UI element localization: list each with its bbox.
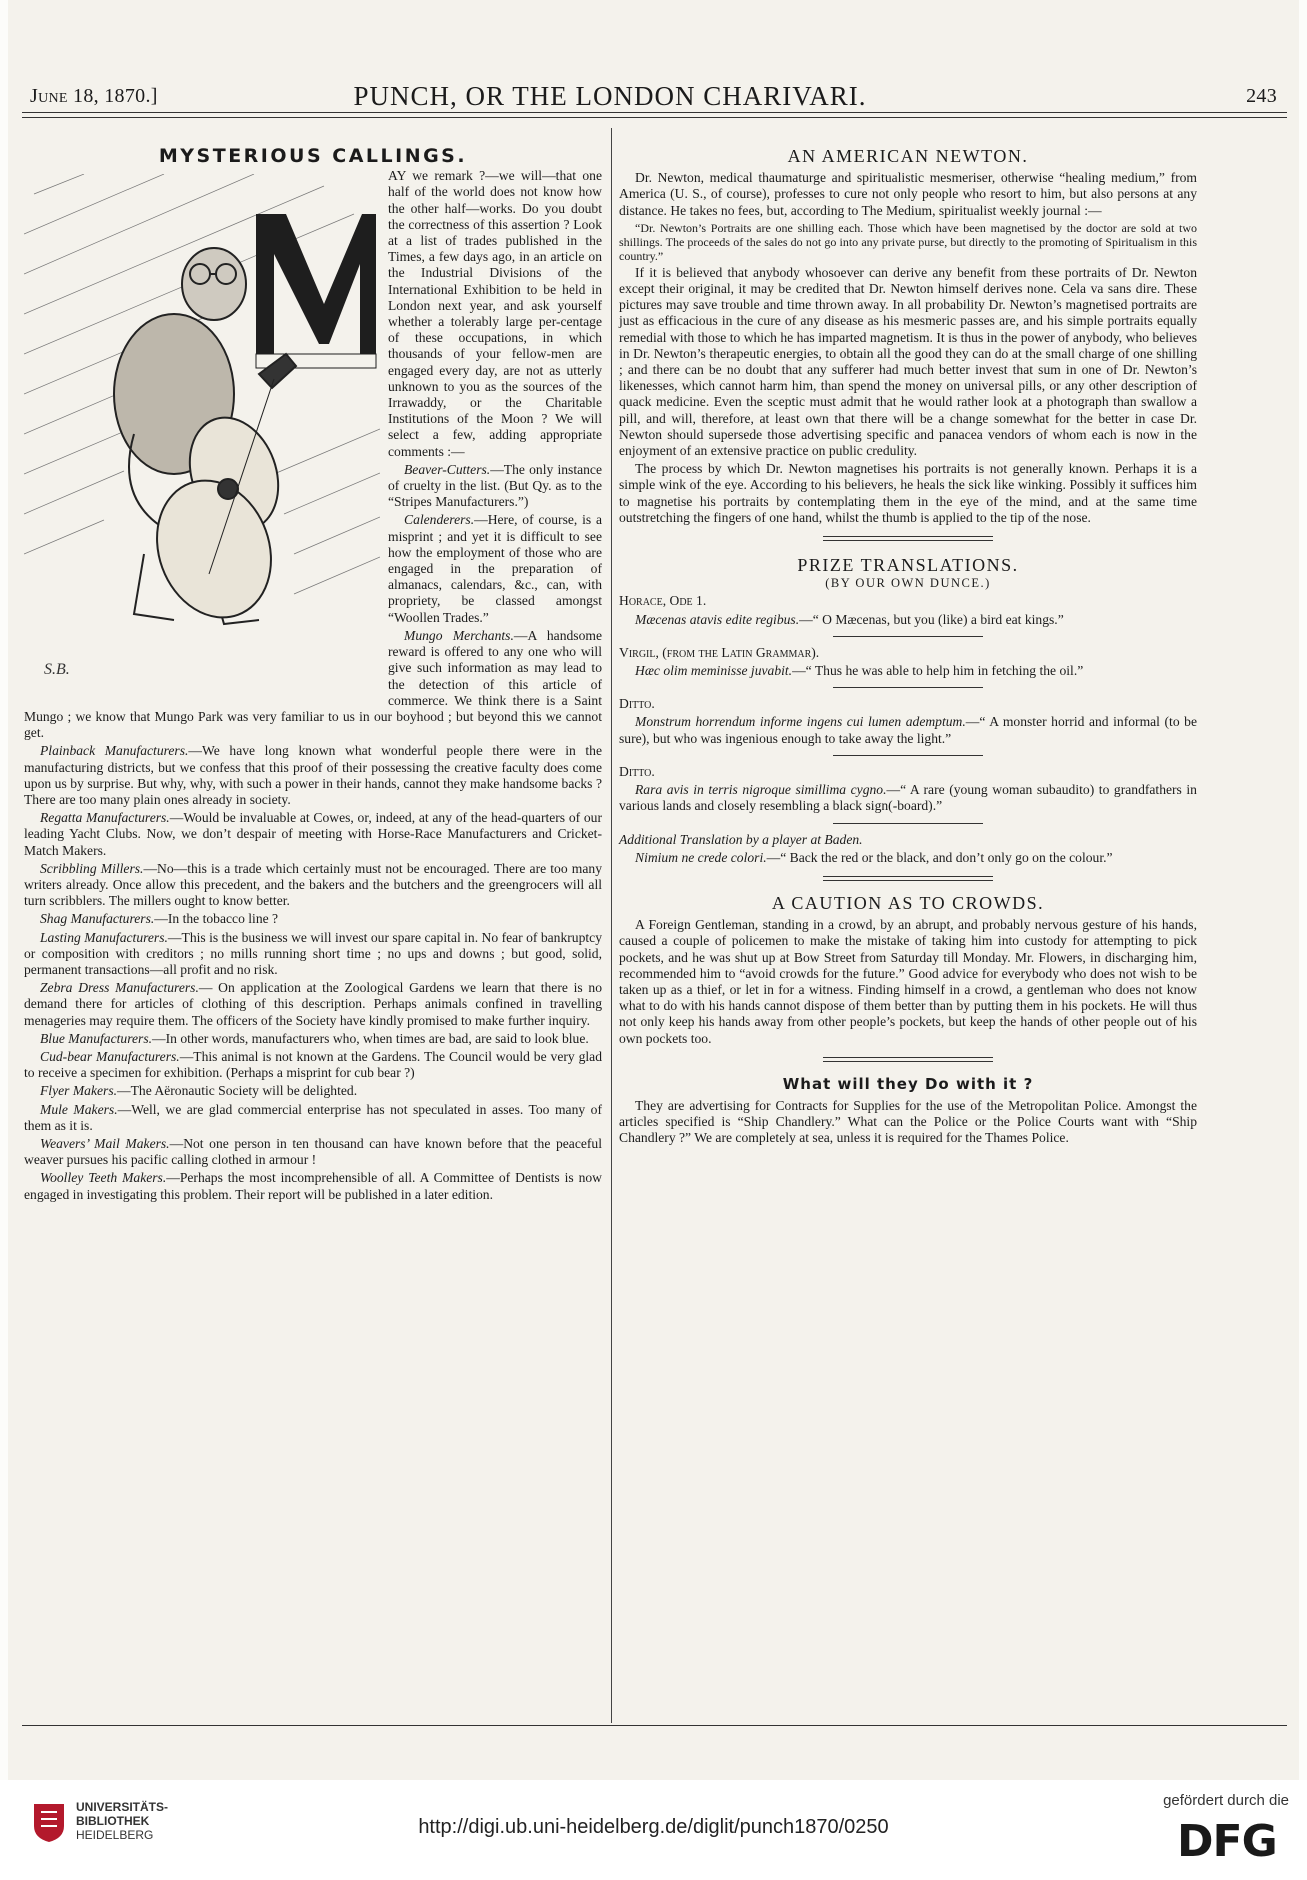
calling-term: Regatta Manufacturers. <box>40 810 170 826</box>
newton-advert-quote: “Dr. Newton’s Portraits are one shilling each. Those which have been magnetised by the doctor are sold at two shillings. The proceeds of the sales do not go into any private purse, but directly to the promoting of Spiritualism in this country.” <box>619 220 1197 263</box>
calling-entry <box>24 930 602 979</box>
digitization-footer <box>0 1780 1307 1880</box>
calling-comment: —In the tobacco line ? <box>154 911 279 927</box>
translation-source: Virgil, (from the Latin Grammar). <box>619 644 820 660</box>
masthead-title: PUNCH, OR THE LONDON CHARIVARI. <box>353 81 867 111</box>
translation-entry <box>619 612 1197 628</box>
newton-paragraph-2: If it is believed that anybody whosoever can derive any benefit from these portraits of Dr. Newton except their original, it may be credited that Dr. Newton himself derives none. Cela va sans dire. These pictures may save trouble and time thrown away. In all probability Dr. Newton’s magnetised portraits are just as efficacious in the cure of any disease as his mesmeric passes are, and his simple portraits equally remedial with those to which he has imparted magnetism. It is thus in the power of anybody, who believes in Dr. Newton’s therapeutic energies, to obtain all the good they can do at the small charge of one shilling ; and there can be no doubt that any sufferer had much better invest that sum in one of Dr. Newton’s likenesses, which cannot harm him, than spend the money on universal pills, or any other description of quack medicine. Even the sceptic must admit that he would rather look at a photograph than swallow a pill, and will, therefore, at least own that there will be a change somewhat for the better in case Dr. Newton should supersede those advertising specific and panacea vendors of whom each is now in the enjoyment of an extensive practice on public credulity. <box>619 264 1197 459</box>
mock-translation: —“ Thus he was able to help him in fetching the oil.” <box>792 663 1084 679</box>
translation-source: Ditto. <box>619 763 655 779</box>
translation-source: Horace, Ode 1. <box>619 593 707 609</box>
calling-entry <box>24 1102 602 1134</box>
latin-phrase: Monstrum horrendum informe ingens cui lumen ademptum. <box>635 714 966 730</box>
calling-entry <box>24 1049 602 1081</box>
calling-comment: — On application at the Zoological Gardens we learn that there is no demand there for articles of clothing of this description. Perhaps animals confined in travelling menageries may require them. The officers of the Society have kindly promised to make further inquiry. <box>24 980 602 1028</box>
calling-comment: —No—this is a trade which certainly must not be encouraged. There are too many writers already. Once allow this precedent, and the bakers and the butchers and the greengrocers will all turn scribblers. The millers ought to know better. <box>24 860 602 909</box>
page-bottom-rule <box>22 1725 1287 1726</box>
calling-comment: —Not one person in ten thousand can have known before that the peaceful weaver pursues his pacific calling clothed in armour ! <box>24 1135 602 1168</box>
translations-list <box>619 593 1197 865</box>
item-separator <box>833 636 983 637</box>
translation-entry <box>619 782 1197 814</box>
calling-entry <box>24 1136 602 1168</box>
translation-source: Additional Translation by a player at Baden. <box>619 831 863 847</box>
article-heading-caution-crowds: A CAUTION AS TO CROWDS. <box>771 892 1045 913</box>
calling-term: Beaver-Cutters. <box>404 461 491 477</box>
calling-term: Mungo Merchants. <box>404 627 514 643</box>
dfg-wordmark: DFG <box>1177 1816 1277 1862</box>
translation-source: Ditto. <box>619 696 655 712</box>
item-separator <box>833 755 983 756</box>
letter-m-initial <box>256 214 376 368</box>
calling-term: Flyer Makers. <box>40 1083 118 1099</box>
item-separator <box>833 687 983 688</box>
calling-term: Mule Makers. <box>40 1101 118 1117</box>
item-separator <box>833 823 983 824</box>
page-number: 243 <box>1246 85 1277 107</box>
calling-comment: —A handsome reward is offered to any one who will give such information as may lead to the detection of this article of commerce. We think there is a Saint Mungo ; we know that Mungo Park was very familiar to us in our boyhood ; but beyond this we cannot get. <box>24 627 602 741</box>
column-divider <box>611 128 612 1723</box>
header-rule-top <box>22 112 1287 113</box>
calling-comment: —Perhaps the most incomprehensible of all. A Committee of Dentists is now engaged in investigating this problem. Their report will be published in a later edition. <box>24 1170 602 1202</box>
calling-entry <box>24 810 602 859</box>
issue-date: June 18, 1870.] <box>30 85 158 107</box>
latin-phrase: Nimium ne crede colori. <box>635 849 767 865</box>
calling-term: Woolley Teeth Makers. <box>40 1170 167 1186</box>
calling-entry <box>24 743 602 808</box>
section-separator <box>823 1057 993 1062</box>
prize-translations-byline: (BY OUR OWN DUNCE.) <box>825 576 991 591</box>
calling-term: Scribbling Millers. <box>40 860 144 876</box>
left-column <box>24 128 602 1205</box>
calling-term: Plainback Manufacturers. <box>40 743 189 759</box>
newton-paragraph-1: Dr. Newton, medical thaumaturge and spiritualistic mesmeriser, otherwise “healing medium,” from America (U. S., of course), professes to cure not only people who resort to him, but also persons at any distance. He takes no fees, but, according to The Medium, spiritualist weekly journal :— <box>619 170 1197 218</box>
calling-comment: —We have long known what wonderful people there were in the manufacturing districts, but we confess that this proof of their possessing the creative faculty does come upon us by surprise. But why, why, with such a power in their hands, cannot they make handsome backs ? There are too many plain ones already in society. <box>24 743 602 807</box>
library-name-line: UNIVERSITÄTS- <box>76 1800 169 1814</box>
calling-comment: —This animal is not known at the Gardens. The Council would be very glad to receive a specimen for exhibition. (Perhaps a misprint for cub bear ?) <box>24 1048 602 1081</box>
article-heading-american-newton: AN AMERICAN NEWTON. <box>787 146 1029 166</box>
mock-translation: —“ O Mæcenas, but you (like) a bird eat kings.” <box>799 611 1064 627</box>
calling-term: Weavers’ Mail Makers. <box>40 1135 170 1151</box>
drop-cap-illustration <box>24 174 380 694</box>
translation-entry <box>619 714 1197 746</box>
calling-entry <box>24 1170 602 1202</box>
calling-entry <box>24 1031 602 1047</box>
funding-label: gefördert durch die <box>1163 1792 1289 1809</box>
right-column <box>619 128 1197 1149</box>
article-heading-what-will-they-do: What will they Do with it ? <box>782 1074 1034 1093</box>
mock-translation: —“ A monster horrid and informal (to be sure), but who was ingenious enough to take away the light.” <box>619 714 1197 746</box>
calling-term: Blue Manufacturers. <box>40 1030 153 1046</box>
permalink-url[interactable]: http://digi.ub.uni-heidelberg.de/diglit/punch1870/0250 <box>418 1816 889 1838</box>
calling-comment: —Would be invaluable at Cowes, or, indeed, at any of the head-quarters of our leading Yacht Clubs. Now, we don’t despair of meeting with Horse-Race Manufacturers and Cricket-Match Makers. <box>24 810 603 858</box>
translation-entry <box>619 663 1197 679</box>
intro-paragraph: AY we remark ?—we will—that one half of the world does not know how the other half—works. Do you doubt the correctness of this assertion ? Look at a list of trades published in the Times, a few days ago, in an article on the Industrial Divisions of the International Exhibition to be held in London next year, and ask yourself whether a tolerably large per-centage of these occupations, in which thousands of your fellow-men are engaged every day, are not as utterly unknown to you as the sources of the Irrawaddy, or the Charitable Institutions of the Moon ? We will select a few, adding appropriate comments :— <box>388 168 602 459</box>
calling-term: Shag Manufacturers. <box>40 911 155 927</box>
calling-comment: —Well, we are glad commercial enterprise has not speculated in asses. Too many of them as it is. <box>24 1101 602 1133</box>
latin-phrase: Hæc olim meminisse juvabit. <box>635 663 793 679</box>
caution-paragraph: A Foreign Gentleman, standing in a crowd, by an abrupt, and probably nervous gesture of his hands, caused a couple of policemen to make the mistake of taking him into custody for attempting to pick pockets, and he was shut up at Bow Street from Saturday till Monday. Mr. Flowers, in discharging him, recommended him to “avoid crowds for the future.” Good advice for everybody who does not wish to be taken up as a thief, or let in for a witness. Finding himself in a crowd, a gentleman who does not know what to do with his hands cannot dispose of them better than by putting them in his pockets. He will thus not only keep his hands away from other people’s pockets, but keep the hands of other people out of his own pockets too. <box>619 917 1197 1046</box>
latin-phrase: Mæcenas atavis edite regibus. <box>635 611 800 627</box>
calling-entry <box>24 980 602 1029</box>
article-heading-prize-translations: PRIZE TRANSLATIONS. <box>797 555 1019 576</box>
mock-translation: —“ A rare (young woman subaudito) to grandfathers in various lands and closely resembling a black sign(-board).” <box>619 782 1197 814</box>
calling-entry <box>24 1083 602 1099</box>
dfg-logo-icon <box>1177 1816 1287 1862</box>
calling-term: Cud-bear Manufacturers. <box>40 1048 180 1064</box>
illustrator-signature: S.B. <box>44 661 70 679</box>
calling-comment: —Here, of course, is a misprint ; and yet it is difficult to see how the employment of those who are engaged in the preparation of almanacs, calendars, &c., can, with propriety, be classed amongst “Woollen Trades.” <box>388 512 602 625</box>
translation-entry <box>619 850 1197 866</box>
latin-phrase: Rara avis in terris nigroque simillima cygno. <box>635 782 887 798</box>
library-name-line: HEIDELBERG <box>76 1828 154 1842</box>
calling-term: Calenderers. <box>404 512 475 528</box>
calling-comment: —This is the business we will invest our spare capital in. No fear of bankruptcy or composition with creditors ; no mills running short time ; no ups and downs ; but good, solid, permanent transactions—all profit and no risk. <box>24 929 603 977</box>
section-separator <box>823 536 993 541</box>
header-rule-bottom <box>22 117 1287 118</box>
calling-entry <box>24 911 602 927</box>
article-heading-mysterious-callings: MYSTERIOUS CALLINGS. <box>158 145 468 167</box>
library-name-line: BIBLIOTHEK <box>76 1814 150 1828</box>
calling-comment: —In other words, manufacturers who, when times are bad, are said to look blue. <box>152 1030 589 1046</box>
calling-term: Zebra Dress Manufacturers. <box>40 980 199 996</box>
calling-term: Lasting Manufacturers. <box>40 929 168 945</box>
newton-paragraph-3: The process by which Dr. Newton magnetises his portraits is not generally known. Perhaps it is a simple wink of the eye. According to his believers, he heals the sick like winking. Possibly it suffices him to magnetise his portraits by contemplating them in the eye of the mind, and at the same time outstretching the fingers of one hand, whilst the thumb is applied to the tip of the nose. <box>619 461 1197 525</box>
mock-translation: —“ Back the red or the black, and don’t only go on the colour.” <box>766 849 1113 865</box>
section-separator <box>823 876 993 881</box>
calling-entry <box>24 861 602 910</box>
what-will-they-do-paragraph: They are advertising for Contracts for Supplies for the use of the Metropolitan Police. Amongst the articles specified is “Ship Chandlery.” What can the Police or the Police Courts want with “Ship Chandlery ?” We are completely at sea, unless it is required for the Thames Police. <box>619 1097 1197 1146</box>
calling-comment: —The Aëronautic Society will be delighted. <box>117 1083 358 1099</box>
calling-comment: —The only instance of cruelty in the list. (But Qy. as to the “Stripes Manufacturers.”) <box>388 461 602 510</box>
